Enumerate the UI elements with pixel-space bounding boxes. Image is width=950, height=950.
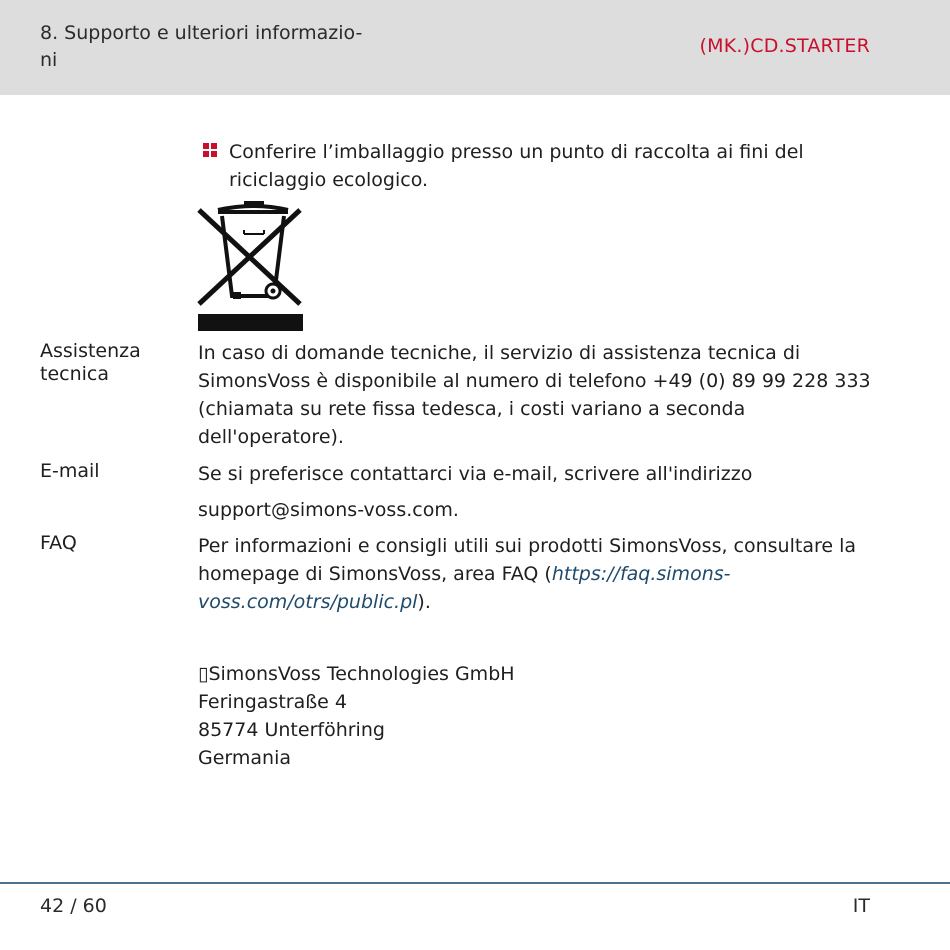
bullet-icon xyxy=(203,143,217,157)
city: 85774 Unterföhring xyxy=(198,719,385,741)
faq-text-end: ). xyxy=(417,591,431,613)
company-name: ▯SimonsVoss Technologies GmbH xyxy=(198,663,515,685)
address-block xyxy=(198,660,898,772)
email-address[interactable]: support@simons-voss.com. xyxy=(198,499,459,521)
product-name: (MK.)CD.STARTER xyxy=(699,35,870,57)
language-code: IT xyxy=(852,895,870,917)
label-faq: FAQ xyxy=(40,532,77,554)
country: Germania xyxy=(198,747,292,769)
street: Feringastraße 4 xyxy=(198,691,348,713)
footer-divider xyxy=(0,882,950,884)
faq-text-intro: Per informazioni e consigli utili sui prodotti SimonsVoss, consultare la homepage di SimonsVoss, area FAQ ( xyxy=(198,535,857,585)
technical-support-text: In caso di domande tecniche, il servizio di assistenza tecnica di SimonsVoss è disponibile al numero di telefono +49 (0) 89 99 228 333 (chiamata su rete fissa tedesca, i costi variano a seconda dell'operatore). xyxy=(198,342,871,448)
page-header xyxy=(0,0,950,95)
faq-link[interactable]: https://faq.simons-voss.com/otrs/public.pl xyxy=(198,563,731,613)
label-technical-support: Assistenza tecnica xyxy=(40,340,141,385)
disposal-instruction: Conferire l’imballaggio presso un punto di raccolta ai fini del riciclaggio ecologico. xyxy=(229,141,804,191)
crossed-out-wheelie-bin-icon xyxy=(196,200,306,334)
label-email: E-mail xyxy=(40,460,100,482)
email-text: Se si preferisce contattarci via e-mail, scrivere all'indirizzo xyxy=(198,463,753,485)
faq-text xyxy=(198,532,858,616)
page-number: 42 / 60 xyxy=(40,895,107,917)
section-title: 8. Supporto e ulteriori informazio- ni xyxy=(40,22,363,71)
